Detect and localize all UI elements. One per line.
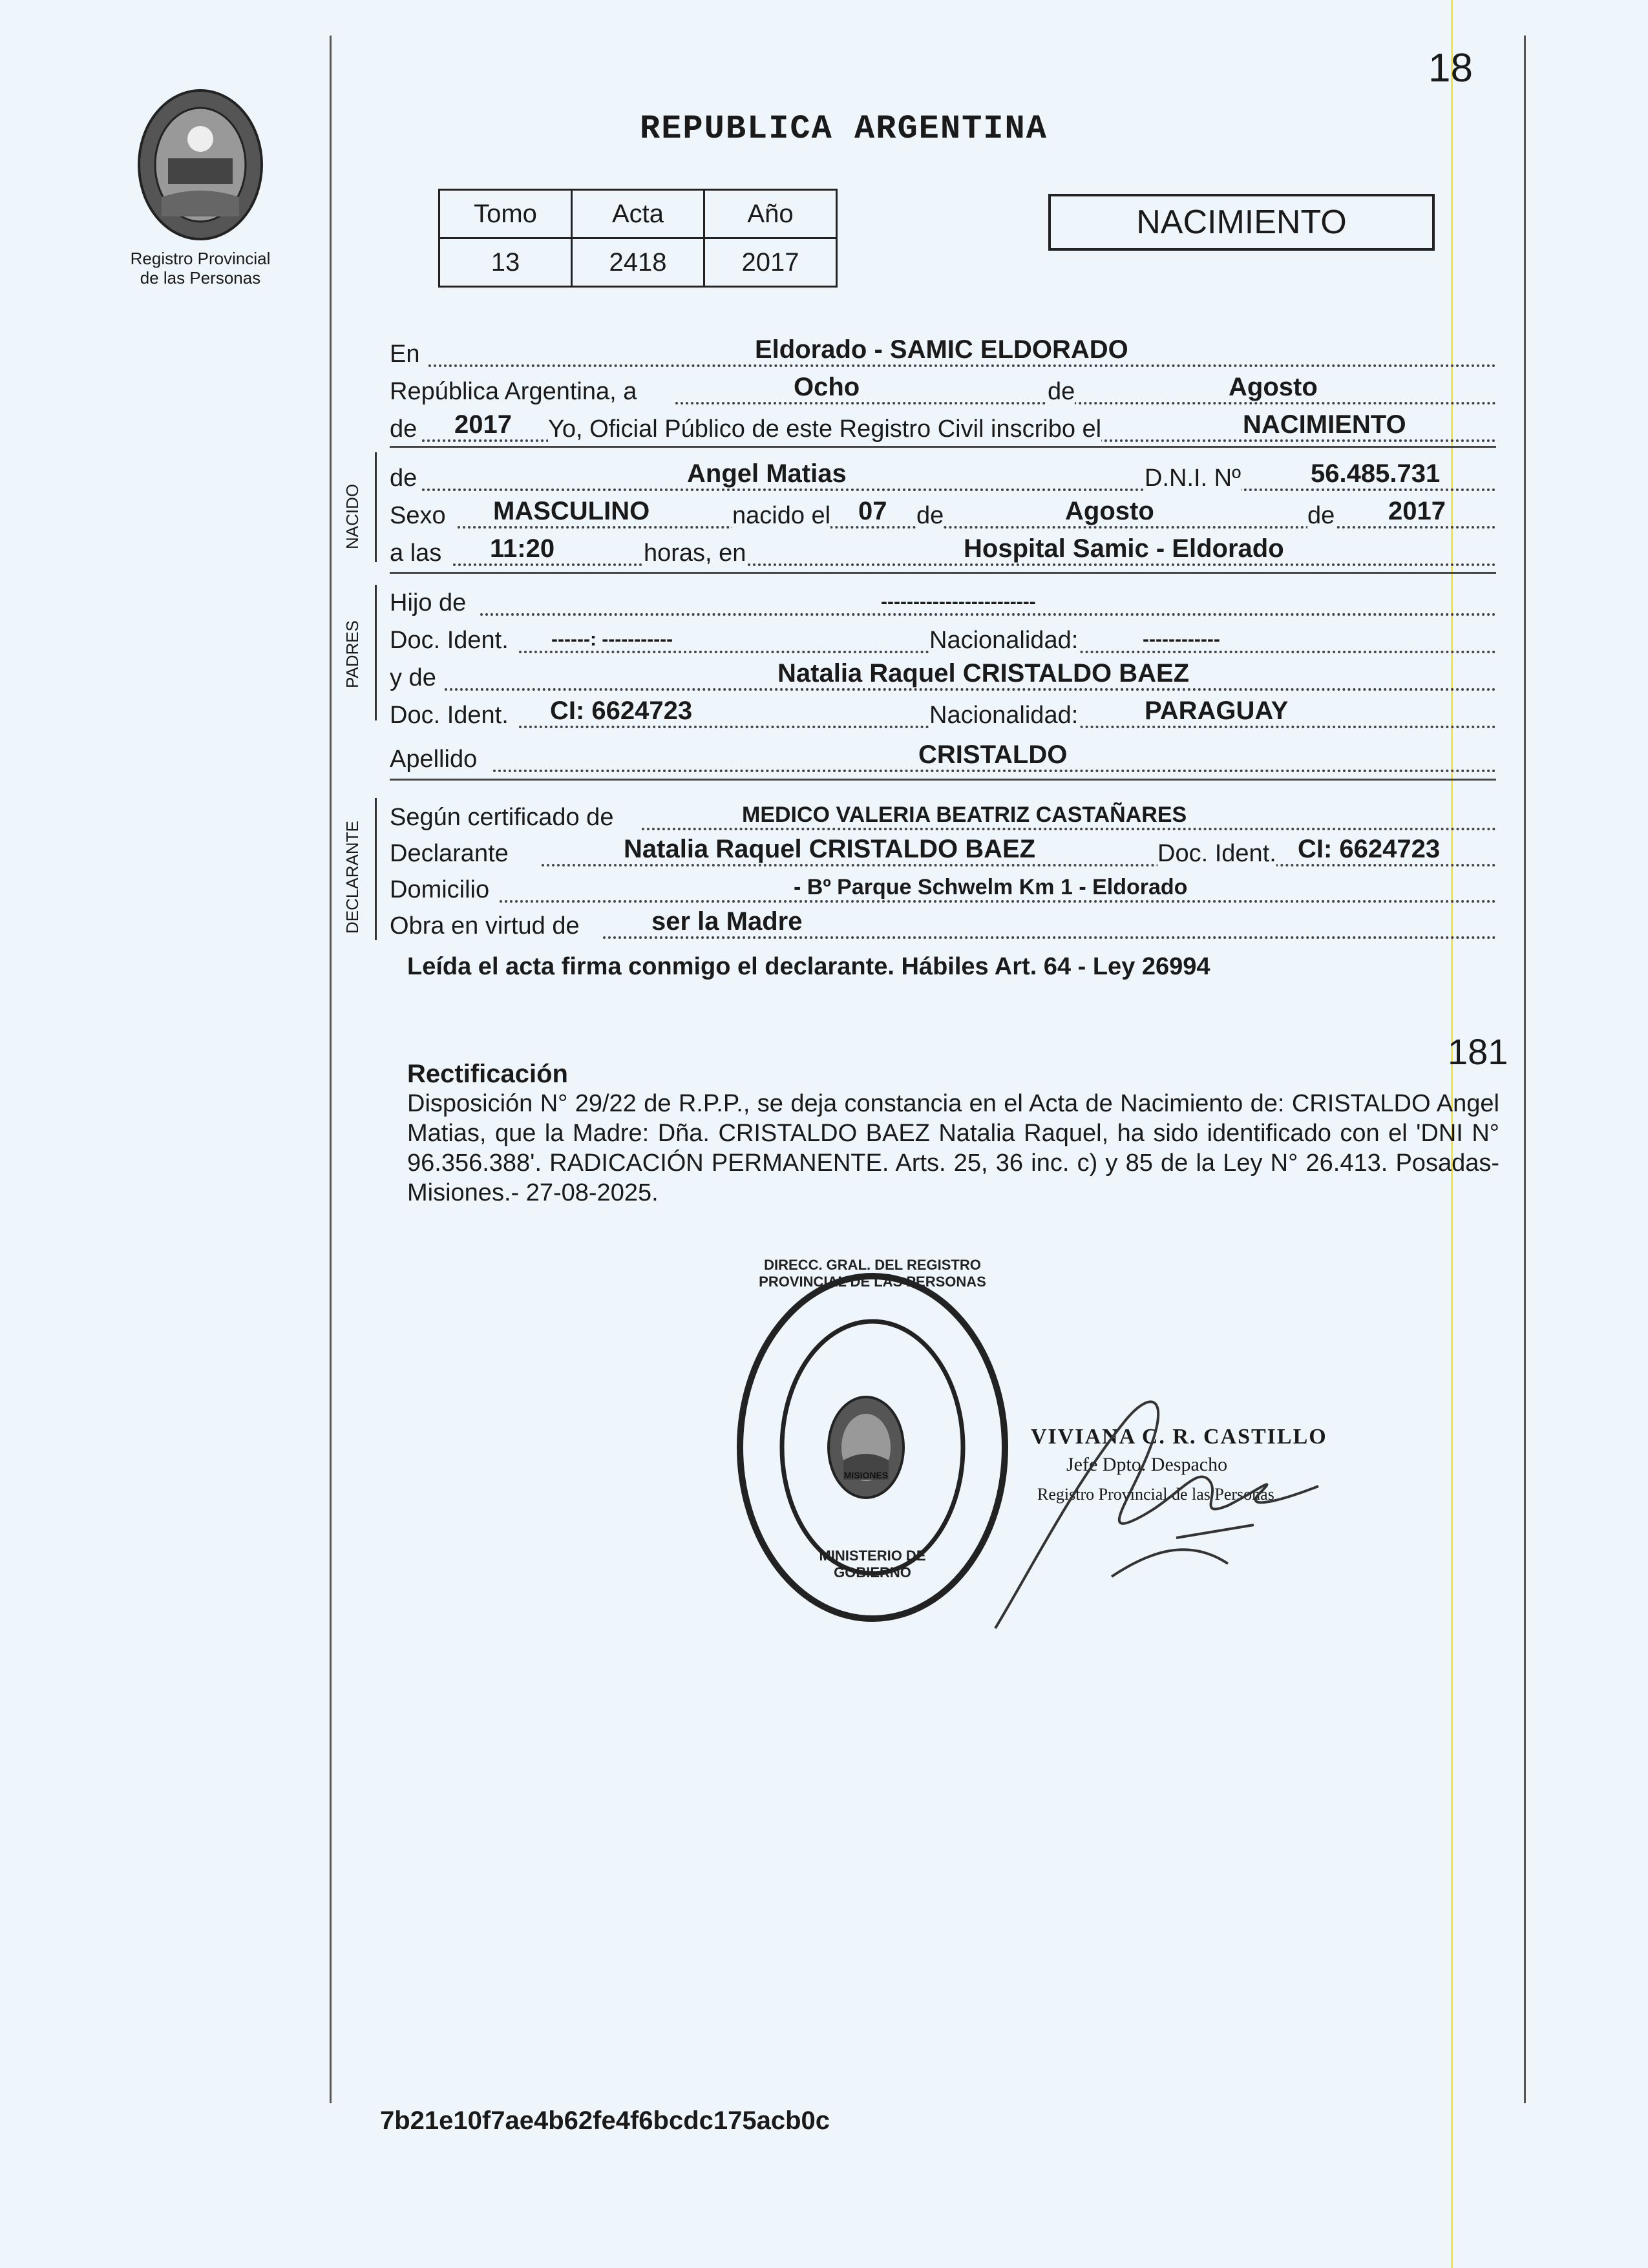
line-obra (390, 908, 1496, 940)
mother-doc-label: Doc. Ident. (390, 702, 509, 729)
year-value: 2017 (454, 410, 512, 439)
birth-day-value: 07 (858, 497, 887, 525)
dotted-leader (542, 864, 1496, 866)
line-segun (390, 799, 1496, 832)
line-republica (390, 373, 1496, 406)
line-nacido-de (390, 460, 1496, 492)
signatory-name: VIVIANA C. R. CASTILLO (1031, 1425, 1327, 1449)
annotation-page-number: 181 (1448, 1031, 1508, 1072)
republica-label: República Argentina, a (390, 378, 637, 405)
logo-caption-line1: Registro Provincial (130, 249, 271, 268)
dotted-leader (422, 488, 1496, 491)
page-number: 18 (1428, 46, 1473, 90)
child-name-value: Angel Matias (687, 459, 847, 488)
mother-nac-label: Nacionalidad: (929, 702, 1079, 729)
sexo-value: MASCULINO (493, 497, 650, 525)
line-en (390, 336, 1496, 368)
father-nac-label: Nacionalidad: (929, 627, 1079, 654)
declarante-bracket (375, 798, 377, 940)
birth-de-label: de (916, 502, 944, 529)
dotted-leader (675, 402, 1496, 404)
apellido-value: CRISTALDO (918, 740, 1068, 769)
line-declarante (390, 835, 1496, 868)
apellido-label: Apellido (390, 746, 478, 773)
line-hijo-de (390, 585, 1496, 617)
hijo-de-label: Hijo de (390, 589, 467, 616)
line-father-doc (390, 622, 1496, 655)
line-apellido (390, 741, 1496, 773)
rectificacion-body: Disposición N° 29/22 de R.P.P., se deja constancia en el Acta de Nacimiento de: CRISTALDO Angel Matias, que la Madre: Dña. CRISTALDO BAEZ Natalia Raquel, ha sido identificado con el 'DNI N° 96.356.388'. RADICACIÓN PERMANENTE. Arts. 25, 36 inc. c) y 85 de la Ley N° 26.413. Posadas- Misiones.- 27-08-2025. (407, 1090, 1499, 1206)
section-separator (390, 446, 1496, 448)
hour-value: 11:20 (490, 534, 555, 563)
day-value: Ocho (794, 373, 860, 401)
section-separator (390, 779, 1496, 781)
seal-outer-text: DIRECC. GRAL. DEL REGISTRO PROVINCIAL DE LAS PERSONAS (759, 1257, 986, 1290)
dotted-leader (428, 364, 1496, 367)
mother-doc-value: CI: 6624723 (550, 697, 693, 725)
seal-emblem-text: MISIONES (843, 1470, 889, 1480)
domicilio-label: Domicilio (390, 876, 490, 903)
nacido-de-label: de (390, 465, 417, 492)
handwritten-signature (982, 1370, 1370, 1641)
dotted-leader (603, 936, 1496, 939)
padres-section-label: PADRES (343, 620, 362, 688)
inscribo-label: Yo, Oficial Público de este Registro Civil inscribo el (548, 415, 1102, 443)
nacido-bracket (375, 452, 377, 562)
register-value-anio: 2017 (704, 238, 837, 287)
register-value-acta: 2418 (572, 238, 704, 287)
birth-year-value: 2017 (1388, 497, 1446, 525)
birth-place-value: Hospital Samic - Eldorado (964, 534, 1284, 563)
declarante-doc-value: CI: 6624723 (1298, 835, 1441, 863)
horas-en-label: horas, en (644, 540, 746, 567)
dotted-leader (500, 900, 1496, 903)
line-domicilio (390, 872, 1496, 904)
en-value: Eldorado - SAMIC ELDORADO (755, 335, 1128, 364)
sexo-label: Sexo (390, 502, 446, 529)
dotted-leader (458, 526, 1496, 529)
register-header-anio: Año (704, 190, 837, 238)
a-las-label: a las (390, 540, 442, 567)
line-inscribo (390, 411, 1496, 443)
mother-value: Natalia Raquel CRISTALDO BAEZ (777, 659, 1190, 688)
dotted-leader (480, 613, 1496, 616)
line-y-de (390, 660, 1496, 692)
province-emblem-logo (136, 87, 265, 242)
line-hora (390, 535, 1496, 567)
birth-month-value: Agosto (1065, 497, 1154, 525)
inscribo-value: NACIMIENTO (1243, 410, 1406, 439)
mother-nac-value: PARAGUAY (1145, 697, 1289, 725)
right-margin-line (1524, 36, 1526, 2103)
left-margin-line (330, 36, 332, 2103)
dotted-leader (445, 688, 1496, 691)
register-header-acta: Acta (572, 190, 704, 238)
signatory-role: Jefe Dpto. Despacho (1066, 1454, 1228, 1475)
seal-inner-text: MINISTERIO DE GOBIERNO (819, 1548, 926, 1580)
section-separator (390, 572, 1496, 574)
record-type-box: NACIMIENTO (1048, 194, 1435, 251)
nacido-el-label: nacido el (732, 502, 831, 529)
y-de-label: y de (390, 664, 436, 691)
de-label: de (1048, 378, 1075, 405)
nacido-section-label: NACIDO (343, 483, 362, 549)
line-sexo (390, 498, 1496, 530)
closing-statement: Leída el acta firma conmigo el declarante. Hábiles Art. 64 - Ley 26994 (407, 953, 1210, 980)
line-mother-doc (390, 697, 1496, 730)
father-doc-value: ------: ----------- (551, 629, 673, 650)
birth-de2-label: de (1307, 502, 1335, 529)
father-nac-value: ------------ (1143, 629, 1220, 650)
logo-caption (103, 249, 297, 288)
padres-bracket (375, 585, 377, 720)
rectificacion-title: Rectificación (407, 1060, 568, 1088)
register-table (438, 189, 838, 288)
declarante-section-label: DECLARANTE (343, 821, 362, 934)
document-hash: 7b21e10f7ae4b62fe4f6bcdc175acb0c (380, 2106, 830, 2135)
declarante-label: Declarante (390, 840, 509, 867)
father-doc-label: Doc. Ident. (390, 627, 509, 654)
logo-caption-line2: de las Personas (140, 268, 261, 288)
dni-value: 56.485.731 (1311, 459, 1441, 488)
de2-label: de (390, 415, 417, 443)
obra-label: Obra en virtud de (390, 912, 580, 940)
segun-label: Según certificado de (390, 804, 614, 831)
signatory-office: Registro Provincial de las Personas (1037, 1485, 1274, 1504)
en-label: En (390, 341, 420, 368)
register-header-tomo: Tomo (439, 190, 572, 238)
obra-value: ser la Madre (651, 907, 803, 936)
segun-value: MEDICO VALERIA BEATRIZ CASTAÑARES (742, 803, 1187, 827)
register-value-tomo: 13 (439, 238, 572, 287)
dni-label: D.N.I. Nº (1145, 465, 1241, 492)
declarante-value: Natalia Raquel CRISTALDO BAEZ (624, 835, 1036, 863)
month-value: Agosto (1229, 373, 1318, 401)
declarante-doc-label: Doc. Ident. (1157, 840, 1276, 867)
dotted-leader (642, 828, 1496, 830)
dotted-leader (493, 770, 1496, 772)
document-title: REPUBLICA ARGENTINA (640, 110, 1048, 148)
dotted-leader (453, 563, 1496, 566)
father-value: ------------------------ (881, 591, 1036, 613)
domicilio-value: - Bº Parque Schwelm Km 1 - Eldorado (794, 875, 1188, 899)
